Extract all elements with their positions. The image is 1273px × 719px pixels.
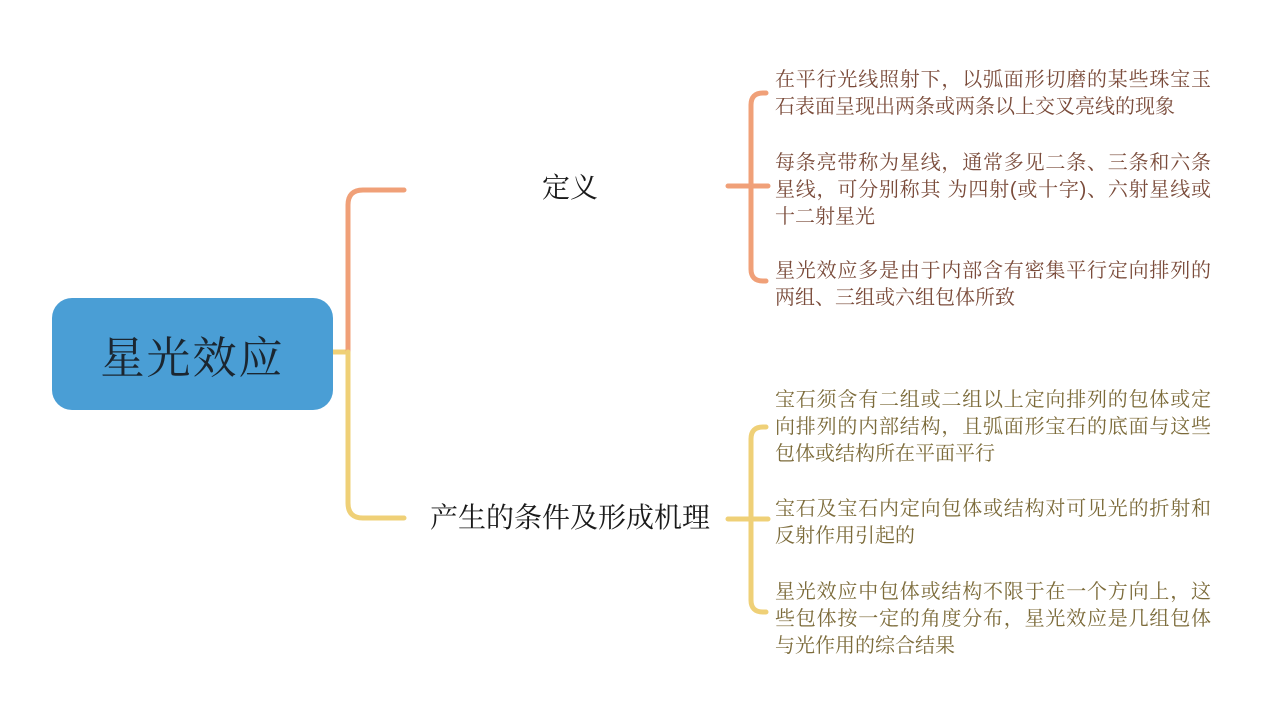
branch-definition-left-line xyxy=(348,190,404,352)
leaf-topic-definition-2[interactable]: 每条亮带称为星线，通常多见二条、三条和六条星线，可分别称其 为四射(或十字)、六射星线或十二射星光 xyxy=(775,152,1211,228)
leaf-topic-definition-3[interactable]: 星光效应多是由于内部含有密集平行定向排列的两组、三组或六组包体所致 xyxy=(775,260,1211,309)
leaf-topic-conditions-1[interactable]: 宝石须含有二组或二组以上定向排列的包体或定向排列的内部结构，且弧面形宝石的底面与这些包体或结构所在平面平行 xyxy=(775,389,1211,465)
leaf-topic-definition-1[interactable]: 在平行光线照射下，以弧面形切磨的某些珠宝玉石表面呈现出两条或两条以上交叉亮线的现象 xyxy=(775,69,1211,118)
leaf-topic-conditions-3[interactable]: 星光效应中包体或结构不限于在一个方向上，这些包体按一定的角度分布，星光效应是几组包体与光作用的综合结果 xyxy=(775,581,1211,657)
branch-label-definition[interactable]: 定义 xyxy=(541,172,598,203)
root-topic-node[interactable] xyxy=(52,298,333,410)
root-topic-label: 星光效应 xyxy=(100,334,285,383)
branch-label-conditions[interactable]: 产生的条件及形成机理 xyxy=(429,502,710,533)
branch-conditions-left-line xyxy=(348,352,404,518)
leaf-topic-conditions-2[interactable]: 宝石及宝石内定向包体或结构对可见光的折射和反射作用引起的 xyxy=(775,498,1211,547)
